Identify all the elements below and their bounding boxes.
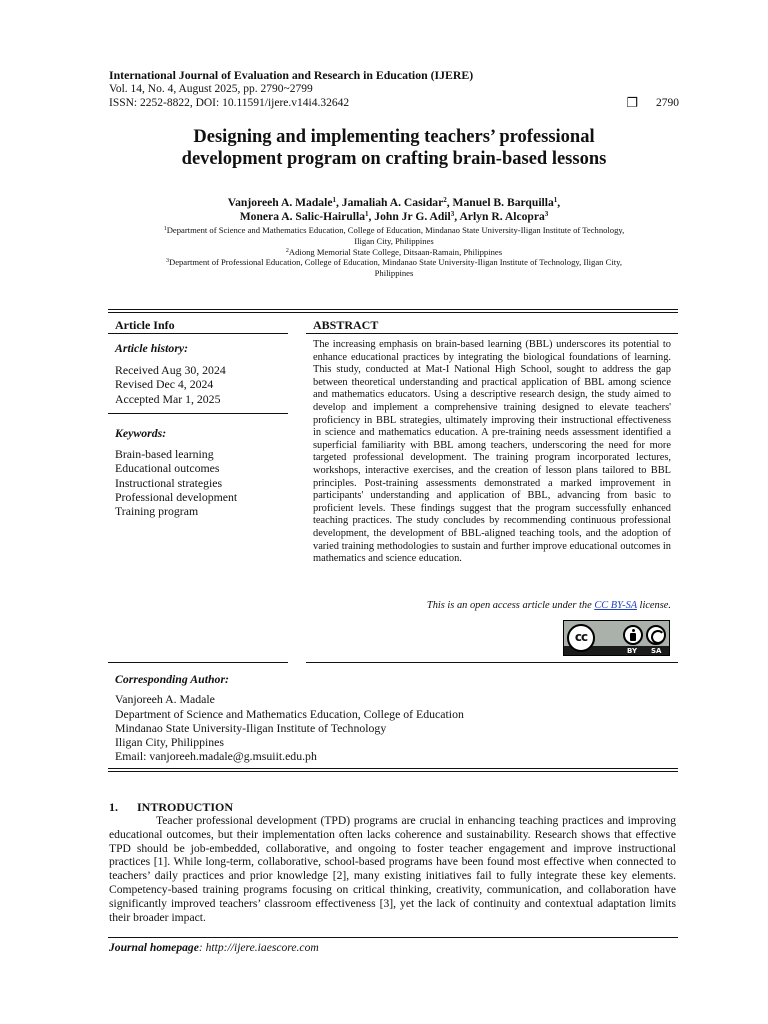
- corresponding-university: Mindanao State University-Iligan Institute of Technology: [115, 720, 387, 735]
- abstract-text: The increasing emphasis on brain-based learning (BBL) underscores its potential to enhance educational practices by integrating the biological foundations of learning. This study, conducted at Mat-I National High School, sought to address the gap between theoretical understanding and practical application of BBL among science and mathematics educators. Using a descriptive research design, the study aimed to develop and implement a comprehensive training designed to elevate teachers' proficiency in BBL strategies, ultimately improving their instructional effectiveness in science and mathematics education. A pre-training needs assessment identified a superficial familiarity with BBL among teachers, underscoring the need for more targeted professional development. The training program incorporated lectures, workshops, interactive exercises, and the creation of lesson plans tailored to BBL principles. Post-training assessments demonstrated a marked improvement in participants' understanding and application of BBL, advancing from basic to proficient levels. These findings suggest that the program successfully enhanced teaching practices. The study concludes by recommending continuous professional development, the development of BBL-aligned teaching tools, and the adoption of varied training methodologies to sustain and further improve educational outcomes in mathematics and science education.: [313, 339, 671, 565]
- corresponding-email: Email: vanjoreeh.madale@g.msuiit.edu.ph: [115, 749, 317, 764]
- left-bottom-rule: [108, 662, 288, 663]
- cc-by-sa-link[interactable]: CC BY-SA: [594, 600, 637, 611]
- keyword-item: Educational outcomes: [115, 461, 220, 476]
- section-title: INTRODUCTION: [137, 800, 234, 814]
- section-number: 1.: [109, 800, 118, 814]
- affiliation-1: $^1$Department of Science and Mathematics Education, College of Education, Mindanao State University-Iligan Institute of Technology, Iligan City, Philippines: [163, 225, 625, 246]
- corresponding-city: Iligan City, Philippines: [115, 735, 225, 750]
- cc-by-label: BY: [627, 647, 638, 655]
- journal-homepage-label: Journal homepage: [109, 941, 199, 954]
- accepted-date: Accepted Mar 1, 2025: [115, 391, 221, 406]
- introduction-text: Teacher professional development (TPD) programs are crucial in enhancing teaching practices and improving educational outcomes, but their implementation often lacks coherence and sustainability. Research shows that effective TPD should be job-embedded, collaborative, and ongoing to foster teacher engagement and improve instructional practices [1]. While long-term, collaborative, school-based programs have been found most effective when connected to teachers’ daily practices and prior knowledge [2], many existing initiatives fail to fully integrate these key elements. Competency-based training programs focusing on critical thinking, creativity, communication, and collaboration have significantly improved teachers’ classroom effectiveness [3], yet the lack of continuity and contextual adaptation limits their broader impact.: [109, 814, 676, 924]
- corresponding-name: Vanjoreeh A. Madale: [115, 692, 215, 707]
- corresponding-dept: Department of Science and Mathematics Education, College of Education: [115, 706, 464, 721]
- keyword-item: Training program: [115, 504, 199, 519]
- license-note: This is an open access article under the CC BY-SA license.: [426, 600, 671, 611]
- cc-sa-label: SA: [651, 647, 662, 655]
- author-affiliation-mark: 3: [450, 210, 455, 218]
- article-history: [115, 341, 226, 406]
- keywords-label: Keywords:: [115, 426, 167, 440]
- affiliation-2: $^2$Adiong Memorial State College, Ditsaan-Ramain, Philippines: [285, 246, 503, 257]
- author-affiliation-mark: 1: [365, 210, 369, 218]
- author-list: [100, 196, 688, 224]
- article-info-heading: Article Info: [115, 318, 175, 332]
- paper-title: [100, 126, 688, 170]
- author-name: John Jr G. Adil: [374, 210, 451, 223]
- corresponding-author-label: Corresponding Author:: [115, 672, 229, 686]
- article-history-label: Article history:: [115, 341, 189, 355]
- abstract-heading: ABSTRACT: [313, 318, 379, 332]
- keywords-section: [115, 426, 237, 518]
- divider-top-2: [108, 312, 678, 313]
- divider-bottom-1: [108, 768, 678, 769]
- divider-bottom-2: [108, 771, 678, 772]
- author-name: Monera A. Salic-Hairulla: [239, 210, 365, 223]
- author-affiliation-mark: 1: [553, 196, 558, 204]
- keyword-item: Professional development: [115, 489, 238, 504]
- footer-rule: [108, 937, 678, 938]
- right-bottom-rule: [306, 662, 678, 663]
- keyword-item: Brain-based learning: [115, 447, 214, 462]
- article-info-rule: [108, 333, 288, 334]
- author-affiliation-mark: 1: [332, 196, 336, 204]
- author-name: Arlyn R. Alcopra: [459, 210, 545, 223]
- history-rule: [108, 413, 288, 414]
- affiliations: [112, 225, 676, 279]
- author-line-2: Monera A. Salic-Hairulla$^1$, John Jr G. Adil$^3$, Arlyn R. Alcopra$^3$: [239, 210, 549, 223]
- revised-date: Revised Dec 4, 2024: [115, 377, 214, 392]
- title-line-2: development program on crafting brain-based lessons: [181, 149, 607, 169]
- share-alike-icon: [646, 625, 666, 645]
- journal-header: [109, 68, 679, 110]
- author-affiliation-mark: 2: [443, 196, 447, 204]
- abstract-rule: [306, 333, 678, 334]
- received-date: Received Aug 30, 2024: [115, 363, 226, 378]
- introduction-heading: [109, 800, 233, 815]
- author-line-1: Vanjoreeh A. Madale$^1$, Jamaliah A. Casidar$^2$, Manuel B. Barquilla$^1$,: [227, 196, 561, 209]
- author-name: Vanjoreeh A. Madale: [227, 196, 333, 209]
- author-name: Manuel B. Barquilla: [452, 196, 554, 209]
- introduction-paragraph: [109, 814, 676, 924]
- page-box-icon: ❐: [626, 95, 638, 110]
- journal-homepage-url[interactable]: : http://ijere.iaescore.com: [198, 941, 319, 954]
- title-line-1: Designing and implementing teachers’ professional: [193, 127, 595, 147]
- affiliation-3: $^3$Department of Professional Education, College of Education, Mindanao State University-Iligan Institute of Technology, Iligan City, Philippines: [165, 257, 622, 279]
- author-name: Jamaliah A. Casidar: [341, 196, 444, 209]
- divider-top-1: [108, 309, 678, 310]
- issn-doi: ISSN: 2252-8822, DOI: 10.11591/ijere.v14i4.32642: [109, 97, 350, 109]
- keyword-item: Instructional strategies: [115, 475, 223, 490]
- journal-homepage: [109, 941, 319, 954]
- volume-info: Vol. 14, No. 4, August 2025, pp. 2790~2799: [109, 83, 313, 95]
- author-affiliation-mark: 3: [544, 210, 549, 218]
- page-number: 2790: [656, 97, 679, 109]
- journal-name: International Journal of Evaluation and Research in Education (IJERE): [109, 68, 474, 82]
- cc-icon: cc: [567, 624, 595, 652]
- attribution-person-icon: [623, 625, 643, 645]
- corresponding-author: [115, 672, 464, 764]
- cc-license-badge[interactable]: [563, 620, 670, 656]
